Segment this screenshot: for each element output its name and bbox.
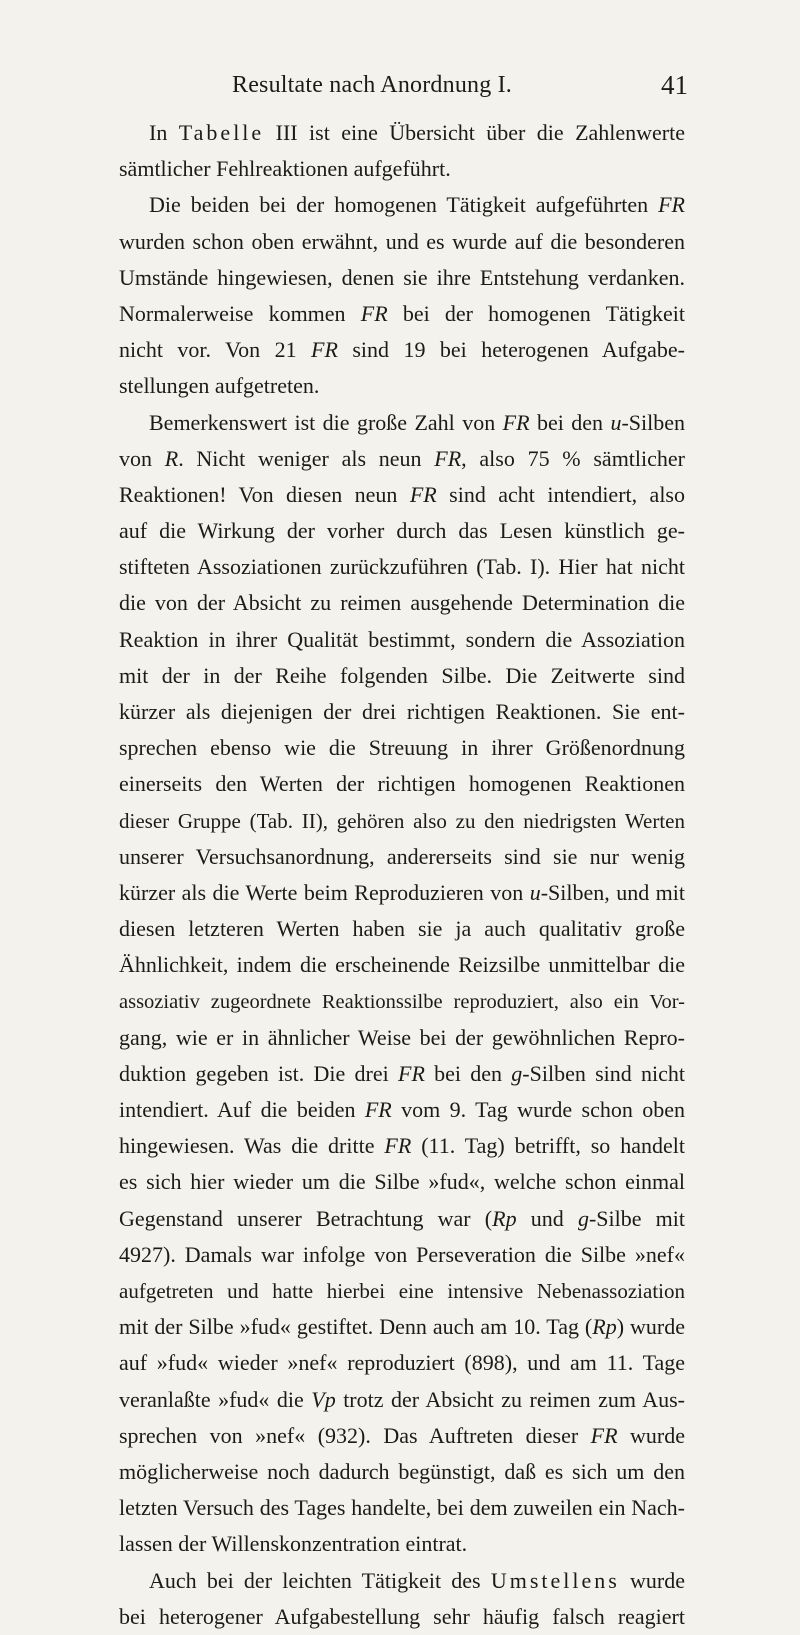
- page-number: 41: [661, 70, 688, 100]
- text-line: sämtlicher Fehlreaktionen aufgeführt.: [119, 156, 451, 182]
- text-line: In Tabelle III ist eine Übersicht über die Zahlenwerte: [149, 120, 686, 145]
- text-line: wurden schon oben erwähnt, und es wurde auf die besonderen: [119, 228, 685, 254]
- text-line: sprechen von »nef« (932). Das Auftreten dieser FR wurde: [119, 1422, 685, 1448]
- text-line: unserer Versuchsanordnung, andererseits sind sie nur wenig: [119, 843, 685, 869]
- text-line: duktion gegeben ist. Die drei FR bei den g-Silben sind nicht: [119, 1060, 685, 1086]
- page-header: [0, 72, 800, 106]
- text-line: diesen letzteren Werten haben sie ja auch qualitativ große: [119, 916, 685, 942]
- text-line: es sich hier wieder um die Silbe »fud«, welche schon einmal: [119, 1169, 685, 1195]
- text-line: auf »fud« wieder »nef« reproduziert (898), und am 11. Tage: [119, 1350, 685, 1376]
- text-line: lassen der Willenskonzentration eintrat.: [119, 1531, 468, 1557]
- text-line: Normalerweise kommen FR bei der homogenen Tätigkeit: [119, 300, 685, 326]
- text-line: gang, wie er in ähnlicher Weise bei der gewöhnlichen Repro-: [119, 1024, 685, 1050]
- text-line: hingewiesen. Was die dritte FR (11. Tag) betrifft, so handelt: [119, 1133, 685, 1159]
- text-line: Auch bei der leichten Tätigkeit des Umstellens wurde: [149, 1567, 685, 1593]
- text-line: sprechen ebenso wie die Streuung in ihrer Größenordnung: [119, 735, 685, 761]
- text-line: Gegenstand unserer Betrachtung war (Rp und g-Silbe mit: [119, 1205, 686, 1231]
- text-line: veranlaßte »fud« die Vp trotz der Absicht zu reimen zum Aus-: [119, 1386, 686, 1412]
- text-line: mit der in der Reihe folgenden Silbe. Die Zeitwerte sind: [119, 662, 685, 688]
- body-text: [119, 115, 685, 1635]
- text-line: kürzer als diejenigen der drei richtigen Reaktionen. Sie ent-: [119, 699, 685, 724]
- text-line: 4927). Damals war infolge von Perseveration die Silbe »nef«: [119, 1241, 685, 1267]
- text-line: assoziativ zugeordnete Reaktionssilbe reproduziert, also ein Vor-: [119, 990, 685, 1013]
- text-line: Umstände hingewiesen, denen sie ihre Entstehung verdanken.: [119, 264, 685, 290]
- text-line: Bemerkenswert ist die große Zahl von FR bei den u-Silben: [149, 409, 685, 435]
- text-line: Ähnlichkeit, indem die erscheinende Reizsilbe unmittelbar die: [119, 952, 685, 978]
- text-line: Reaktion in ihrer Qualität bestimmt, sondern die Assoziation: [119, 626, 685, 652]
- text-line: kürzer als die Werte beim Reproduzieren von u-Silben, und mit: [119, 879, 686, 905]
- text-line: einerseits den Werten der richtigen homogenen Reaktionen: [119, 771, 685, 797]
- text-line: nicht vor. Von 21 FR sind 19 bei heterogenen Aufgabe-: [119, 337, 685, 363]
- text-line: Die beiden bei der homogenen Tätigkeit aufgeführten FR: [149, 192, 685, 218]
- text-line: von R. Nicht weniger als neun FR, also 75 % sämtlicher: [119, 445, 685, 471]
- text-line: stifteten Assoziationen zurückzuführen (Tab. I). Hier hat nicht: [119, 554, 685, 580]
- text-line: auf die Wirkung der vorher durch das Lesen künstlich ge-: [119, 518, 685, 544]
- text-line: Reaktionen! Von diesen neun FR sind acht intendiert, also: [119, 481, 685, 507]
- text-line: die von der Absicht zu reimen ausgehende Determination die: [119, 590, 685, 616]
- text-line: mit der Silbe »fud« gestiftet. Denn auch am 10. Tag (Rp) wurde: [119, 1314, 685, 1340]
- text-line: dieser Gruppe (Tab. II), gehören also zu den niedrigsten Werten: [119, 808, 685, 833]
- text-line: letzten Versuch des Tages handelte, bei dem zuweilen ein Nach-: [119, 1495, 685, 1521]
- text-line: bei heterogener Aufgabestellung sehr häufig falsch reagiert: [119, 1603, 685, 1629]
- text-line: stellungen aufgetreten.: [119, 373, 320, 399]
- running-head: Resultate nach Anordnung I.: [232, 72, 513, 98]
- text-line: aufgetreten und hatte hierbei eine intensive Nebenassoziation: [119, 1279, 685, 1303]
- text-line: intendiert. Auf die beiden FR vom 9. Tag wurde schon oben: [119, 1097, 685, 1123]
- text-line: möglicherweise noch dadurch begünstigt, daß es sich um den: [119, 1458, 685, 1484]
